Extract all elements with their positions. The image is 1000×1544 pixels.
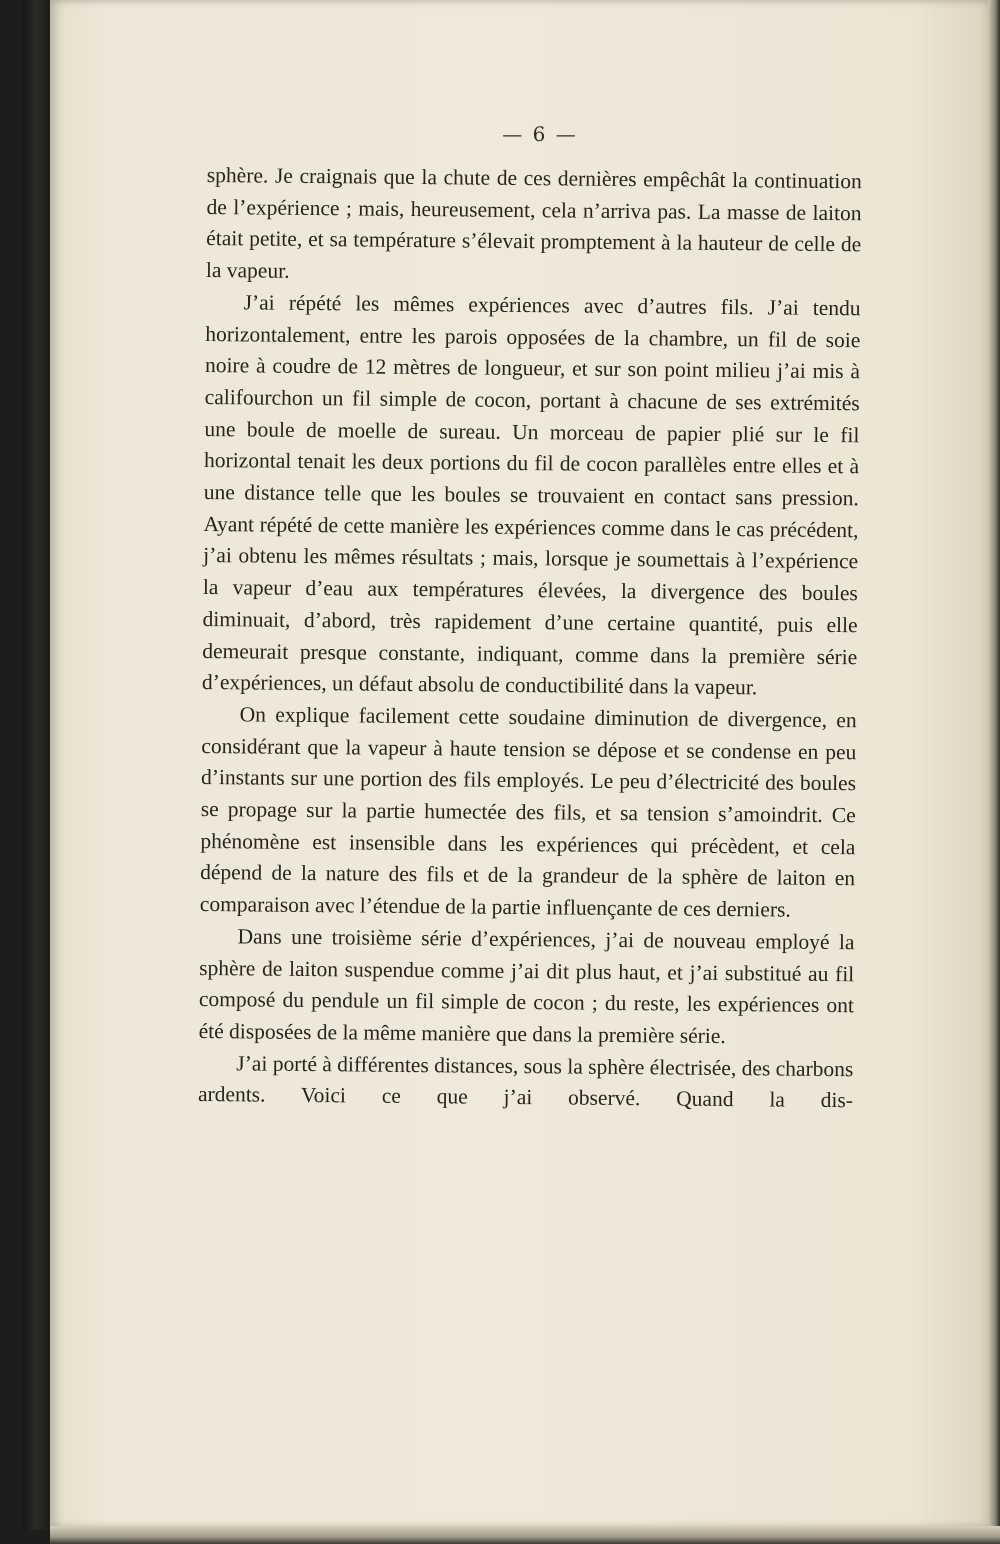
page-right-edge [988,0,1000,1544]
paragraph-3: On explique facilement cette soudaine diminution de divergence, en considérant que la vapeur à haute tension se dépose et se condense en peu d’instants sur une portion des fils employés. Le peu d’électricité des boules se propage sur la partie humectée des fils, et sa tension s’amoindrit. Ce phénomène est insensible dans les expériences qui précèdent, et cela dépend de la nature des fils et de la grandeur de la sphère de laiton en comparaison avec l’étendue de la partie influençante de ces derniers. [199,702,857,922]
paragraph-4: Dans une troisième série d’expériences, j’ai de nouveau employé la sphère de laiton suspendue comme j’ai dit plus haut, et j’ai substitué au fil composé du pendule un fil simple de cocon ; du reste, les expériences ont été disposées de la même manière que dans la première série. [198,924,855,1049]
paragraph-1: sphère. Je craignais que la chute de ces dernières empêchât la continuation de l’expérience ; mais, heureusement, cela n’arriva pas. La masse de laiton était petite, et sa température s’élevait promptement à la hauteur de celle de la vapeur. [205,162,862,283]
book-binding [22,0,52,1530]
paragraph-5: J’ai porté à différentes distances, sous la sphère électrisée, des charbons ardents. Voici ce que j’ai observé. Quand la dis- [197,1051,854,1113]
page-body-text [198,160,862,1117]
page-number: — 6 — [502,122,578,146]
page-bottom-edge [50,1526,1000,1544]
paragraph-2: J’ai répété les mêmes expériences avec d’autres fils. J’ai tendu horizontalement, entre les parois opposées de la chambre, un fil de soie noire à coudre de 12 mètres de longueur, et sur son point milieu j’ai mis à califourchon un fil simple de cocon, portant à chacune de ses extrémités une boule de moelle de sureau. Un morceau de papier plié sur le fil horizontal tenait les deux portions du fil de cocon parallèles entre elles et à une distance telle que les boules se trouvaient en contact sans pression. Ayant répété de cette manière les expériences comme dans le cas précédent, j’ai obtenu les mêmes résultats ; mais, lorsque je soumettais à l’expérience la vapeur d’eau aux températures élevées, la divergence des boules diminuait, d’abord, très rapidement d’une certaine quantité, puis elle demeurait presque constante, indiquant, comme dans la première série d’expériences, un défaut absolu de conductibilité dans la vapeur. [201,290,861,700]
